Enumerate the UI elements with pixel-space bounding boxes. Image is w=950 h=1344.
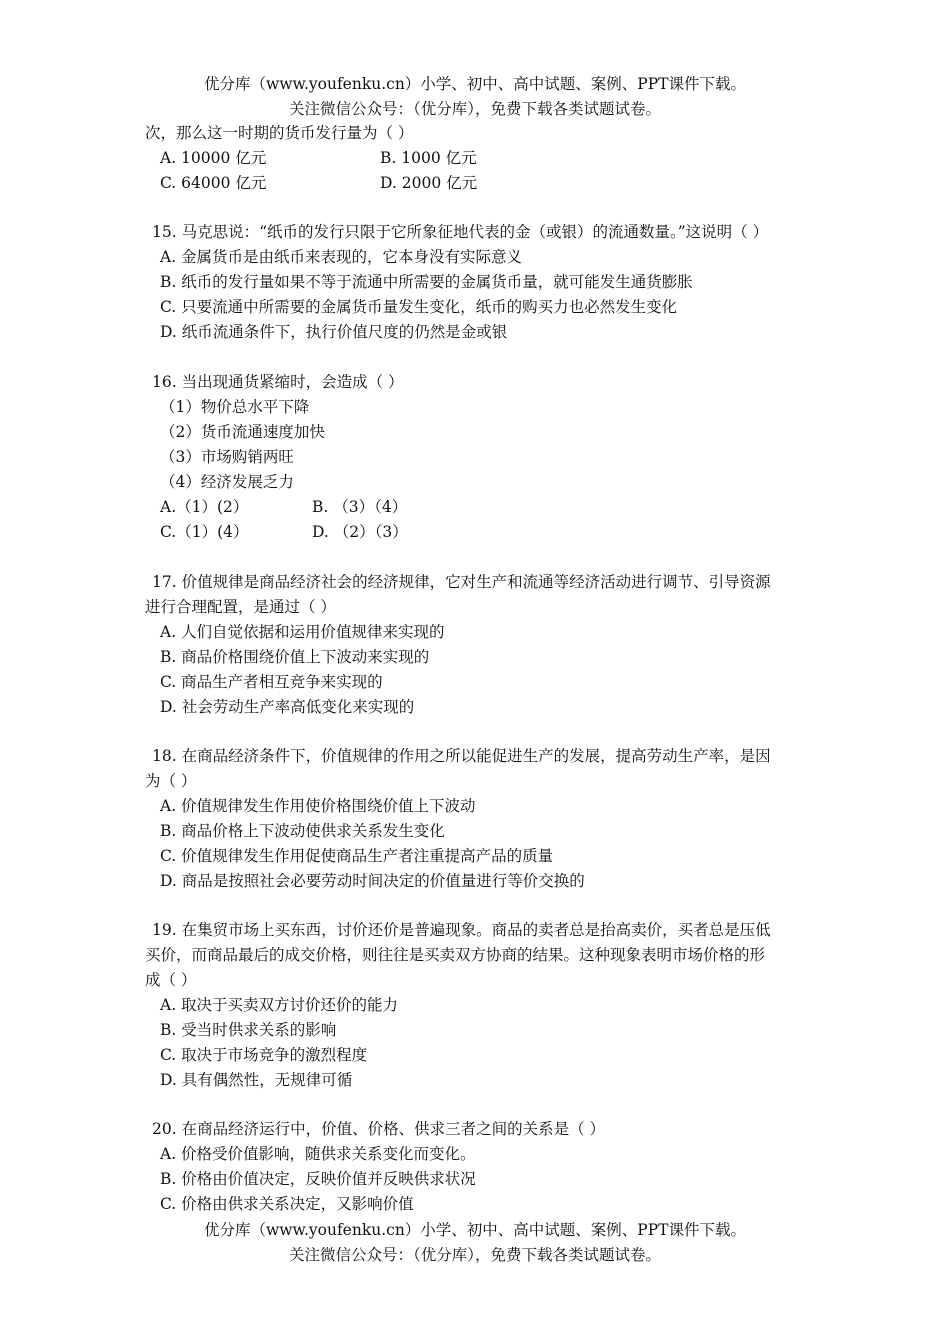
footer-line-2: 关注微信公众号：（优分库），免费下载各类试题试卷。	[288, 1246, 661, 1264]
header-line-2: 关注微信公众号：（优分库），免费下载各类试题试卷。	[288, 100, 661, 118]
q20-option-b: B. 价格由价值决定，反映价值并反映供求状况	[160, 1170, 476, 1188]
q16-stem: 16. 当出现通货紧缩时，会造成（ ）	[152, 373, 404, 391]
q16-option-c: C.（1）(4）	[160, 523, 249, 541]
q18-stem-line-2: 为（ ）	[145, 772, 197, 790]
q19-option-b: B. 受当时供求关系的影响	[160, 1021, 337, 1039]
q20-option-a: A. 价格受价值影响，随供求关系变化而变化。	[160, 1145, 476, 1163]
q19-option-c: C. 取决于市场竞争的激烈程度	[160, 1046, 368, 1064]
q16-item-3: （3）市场购销两旺	[160, 448, 294, 466]
q14-stem-continued: 次，那么这一时期的货币发行量为（ ）	[145, 124, 414, 142]
q19-stem-line-1: 19. 在集贸市场上买东西，讨价还价是普遍现象。商品的卖者总是抬高卖价，买者总是压低	[152, 921, 771, 939]
q14-option-c: C. 64000 亿元	[160, 174, 267, 192]
q19-stem-line-3: 成（ ）	[145, 971, 197, 989]
q18-option-c: C. 价值规律发生作用促使商品生产者注重提高产品的质量	[160, 847, 554, 865]
q14-option-a: A. 10000 亿元	[160, 149, 267, 167]
q18-option-d: D. 商品是按照社会必要劳动时间决定的价值量进行等价交换的	[160, 872, 585, 890]
q17-stem-line-1: 17. 价值规律是商品经济社会的经济规律，它对生产和流通等经济活动进行调节、引导资源	[152, 573, 771, 591]
q18-stem-line-1: 18. 在商品经济条件下，价值规律的作用之所以能促进生产的发展，提高劳动生产率，是因	[152, 747, 771, 765]
q17-stem-line-2: 进行合理配置，是通过（ ）	[145, 598, 336, 616]
q20-stem: 20. 在商品经济运行中，价值、价格、供求三者之间的关系是（ ）	[152, 1120, 606, 1138]
q16-option-d: D. （2）（3）	[312, 523, 408, 541]
q19-stem-line-2: 买价，而商品最后的成交价格，则往往是买卖双方协商的结果。这种现象表明市场价格的形	[145, 946, 766, 964]
q17-option-d: D. 社会劳动生产率高低变化来实现的	[160, 698, 415, 716]
q17-option-a: A. 人们自觉依据和运用价值规律来实现的	[160, 623, 445, 641]
q15-option-a: A. 金属货币是由纸币来表现的，它本身没有实际意义	[160, 248, 523, 266]
q17-option-c: C. 商品生产者相互竞争来实现的	[160, 673, 383, 691]
footer-line-1: 优分库（www.youfenku.cn）小学、初中、高中试题、案例、PPT课件下载。	[203, 1221, 747, 1239]
q15-option-b: B. 纸币的发行量如果不等于流通中所需要的金属货币量，就可能发生通货膨胀	[160, 273, 693, 291]
q16-option-b: B. （3）（4）	[312, 498, 408, 516]
q17-option-b: B. 商品价格围绕价值上下波动来实现的	[160, 648, 430, 666]
q14-option-b: B. 1000 亿元	[380, 149, 477, 167]
q15-option-c: C. 只要流通中所需要的金属货币量发生变化，纸币的购买力也必然发生变化	[160, 298, 678, 316]
header-line-1: 优分库（www.youfenku.cn）小学、初中、高中试题、案例、PPT课件下载。	[203, 75, 747, 93]
q19-option-a: A. 取决于买卖双方讨价还价的能力	[160, 996, 399, 1014]
q16-option-a: A.（1）(2）	[160, 498, 249, 516]
q20-option-c: C. 价格由供求关系决定，又影响价值	[160, 1195, 414, 1213]
q16-item-1: （1）物价总水平下降	[160, 398, 310, 416]
q16-item-2: （2）货币流通速度加快	[160, 423, 325, 441]
q14-option-d: D. 2000 亿元	[380, 174, 478, 192]
q15-option-d: D. 纸币流通条件下，执行价值尺度的仍然是金或银	[160, 323, 508, 341]
q15-stem: 15. 马克思说：“纸币的发行只限于它所象征地代表的金（或银）的流通数量。”这说明（ ）	[152, 223, 769, 241]
q16-item-4: （4）经济发展乏力	[160, 473, 294, 491]
q18-option-a: A. 价值规律发生作用使价格围绕价值上下波动	[160, 797, 476, 815]
q18-option-b: B. 商品价格上下波动使供求关系发生变化	[160, 822, 445, 840]
q19-option-d: D. 具有偶然性，无规律可循	[160, 1071, 353, 1089]
